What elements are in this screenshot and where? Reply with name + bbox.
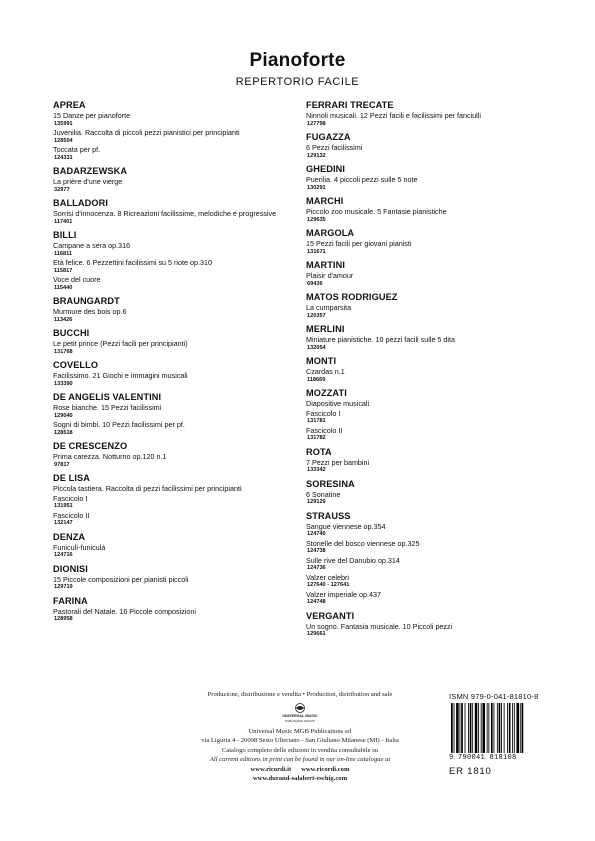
catalogue-code: 124716 — [54, 552, 73, 559]
edition-code: ER 1810 — [449, 766, 492, 777]
work-title: 15 Pezzi facili per giovani pianisti — [306, 239, 412, 248]
catalogue-code: 116811 — [54, 250, 73, 257]
catalogue-code: 131951 — [54, 503, 73, 510]
catalogue-code: 32977 — [54, 186, 70, 193]
composer-name: ROTA — [306, 446, 332, 457]
work-title: Facilissimo. 21 Giochi e immagini musicali — [53, 371, 188, 380]
work-title: Puerilia. 4 piccoli pezzi sulle 5 note — [306, 175, 418, 184]
composer-entry — [306, 131, 571, 160]
catalogue-code: 129635 — [307, 216, 326, 223]
work-title: La cumparsita — [306, 303, 352, 312]
work-title: Le petit prince (Pezzi facili per principianti) — [53, 339, 188, 348]
composer-name: MATOS RODRIGUEZ — [306, 292, 398, 302]
catalogue-code: 115817 — [54, 267, 73, 274]
catalogue-code: 127798 — [307, 120, 326, 127]
composer-entry — [306, 478, 571, 507]
catalogue-code: 129040 — [54, 412, 73, 419]
work-title: Pastorali del Natale. 16 Piccole composizioni — [53, 606, 197, 616]
composer-name: BALLADORI — [53, 198, 108, 208]
ricordi-com-link[interactable]: www.ricordi.com — [301, 765, 350, 773]
page-title: Pianoforte — [249, 50, 346, 71]
catalogue-code: 128504 — [54, 137, 73, 144]
work-title: Voce del cuore — [53, 275, 101, 284]
work-title: 7 Pezzi per bambini — [306, 457, 370, 467]
catalogue-code: 129719 — [54, 584, 73, 591]
composer-entry — [53, 327, 318, 356]
catalogue-code: 131781 — [307, 418, 326, 425]
composer-name: MARGOLA — [306, 228, 355, 238]
company-address: via Liguria 4 - 20098 Sesto Ulteriano - San Giuliano Milanese (MI) - Italia — [201, 737, 399, 744]
composer-entry — [306, 355, 571, 384]
catalogue-code: 127640 - 127641 — [307, 582, 350, 589]
composer-entry — [53, 472, 318, 528]
work-title: 15 Piccole composizioni per pianisti piccoli — [53, 574, 189, 584]
composer-name: COVELLO — [53, 360, 99, 370]
catalogue-code: 113426 — [54, 316, 73, 323]
composer-name: DE LISA — [53, 473, 90, 483]
work-title: Ninnoli musicali. 12 Pezzi facili e facilissimi per fanciulli — [306, 111, 481, 120]
composer-entry — [53, 229, 318, 292]
composer-entry — [306, 323, 571, 352]
composer-entry — [53, 99, 318, 162]
work-title: La prière d'une vierge — [53, 177, 123, 186]
page-subtitle: REPERTORIO FACILE — [235, 76, 360, 88]
catalogue-note-it: Catalogo completo delle edizioni in vendita consultabile su — [221, 746, 379, 754]
composer-name: DENZA — [53, 531, 86, 542]
work-title: Fascicolo II — [306, 425, 343, 435]
composer-entry — [53, 295, 318, 324]
composer-name: DE ANGELIS VALENTINI — [53, 392, 162, 402]
work-title: Sogni di bimbi. 10 Pezzi facilissimi per pf. — [53, 420, 185, 429]
catalogue-code: 128518 — [54, 429, 73, 436]
ismn-number: ISMN 979-0-041-81810-8 — [449, 692, 539, 701]
composer-name: BUCCHI — [53, 328, 90, 338]
composer-name: BRAUNGARDT — [53, 296, 120, 306]
work-title: Prima carezza. Notturno op.120 n.1 — [53, 452, 167, 461]
composer-entry — [53, 197, 318, 226]
work-title: Fascicolo I — [306, 408, 341, 418]
composer-name: MERLINI — [306, 324, 345, 334]
composer-name: DE CRESCENZO — [53, 441, 128, 451]
barcode-digits: 9 790041 818108 — [449, 754, 517, 762]
composer-name: SORESINA — [306, 478, 355, 489]
composer-entry — [53, 165, 318, 194]
catalogue-code: 117401 — [54, 218, 73, 225]
catalogue-code: 129132 — [307, 152, 326, 159]
composer-entry — [306, 387, 571, 443]
catalogue-code: 133390 — [54, 380, 73, 387]
composer-entry — [306, 610, 571, 639]
composer-name: BILLI — [53, 230, 77, 240]
work-title: Età felice. 6 Pezzettini facilissimi su 5 note op.310 — [53, 258, 213, 267]
durand-link[interactable]: www.durand-salabert-eschig.com — [252, 775, 348, 782]
work-title: Sulle rive del Danubio op.314 — [306, 555, 400, 565]
company-name: Universal Music MGB Publications srl — [248, 727, 352, 735]
work-title: Fascicolo I — [53, 493, 88, 503]
catalogue-code: 131671 — [307, 248, 326, 255]
composer-entry — [306, 227, 571, 256]
universal-music-logo — [270, 702, 330, 724]
work-title: Czardas n.1 — [306, 367, 345, 376]
work-title: Campane a sera op.316 — [53, 241, 131, 250]
catalogue-code: 124331 — [54, 154, 73, 161]
composer-entry — [306, 259, 571, 288]
composer-entry — [53, 563, 318, 592]
work-title: Plaisir d'amour — [306, 271, 354, 280]
work-title: Piccola tastiera. Raccolta di pezzi facilissimi per principianti — [53, 484, 242, 493]
catalogue-code: 130291 — [307, 184, 326, 191]
catalogue-code: 131768 — [54, 348, 73, 355]
work-title: Miniature pianistiche. 10 pezzi facili sulle 5 dita — [306, 335, 456, 344]
composer-entry — [306, 291, 571, 320]
composer-name: FERRARI TRECATE — [306, 100, 394, 110]
distribution-line: Produzione, distribuzione e vendita • Production, distribution and sale — [207, 691, 393, 698]
composer-entry — [306, 446, 571, 475]
catalogue-code: 69436 — [307, 280, 323, 287]
catalogue-code: 135991 — [54, 120, 73, 127]
work-title: 6 Sonatine — [306, 489, 341, 499]
catalogue-code: 132147 — [54, 520, 73, 527]
catalogue-code: 120357 — [307, 312, 326, 319]
work-title: 15 Danze per pianoforte — [53, 111, 131, 120]
work-title: Valzer imperiale op.437 — [306, 589, 381, 599]
work-title: 6 Pezzi facilissimi — [306, 143, 363, 152]
composer-entry — [53, 391, 318, 437]
composer-entry — [53, 359, 318, 388]
composer-entry — [53, 595, 318, 624]
work-title: Fascicolo II — [53, 510, 90, 520]
composer-name: MARCHI — [306, 196, 344, 206]
catalogue-code: 124738 — [307, 548, 326, 555]
composer-name: MARTINI — [306, 260, 345, 270]
composer-name: MOZZATI — [306, 388, 347, 398]
composer-entry — [53, 440, 318, 469]
composer-name: VERGANTI — [306, 610, 355, 621]
catalogue-code: 129129 — [307, 499, 326, 506]
catalogue-code: 124736 — [307, 565, 326, 572]
composer-entry — [306, 163, 571, 192]
work-title: Diapositive musicali — [306, 399, 370, 408]
composer-name: BADARZEWSKA — [53, 166, 128, 176]
svg-text:UNIVERSAL MUSIC: UNIVERSAL MUSIC — [282, 713, 318, 718]
composer-name: GHEDINI — [306, 164, 345, 174]
composer-name: DIONISI — [53, 563, 88, 574]
catalogue-code: 118669 — [307, 376, 326, 383]
work-title: Juvenilia. Raccolta di piccoli pezzi pianistici per principianti — [53, 128, 240, 137]
work-title: Sorrisi d'innocenza. 8 Ricreazioni facilissime, melodiche e progressive — [53, 209, 277, 218]
catalogue-code: 132054 — [307, 344, 326, 351]
work-title: Toccata per pf. — [53, 145, 101, 154]
catalogue-code: 124740 — [307, 531, 326, 538]
catalogue-code: 133342 — [307, 467, 326, 474]
work-title: Storielle del bosco viennese op.325 — [306, 538, 420, 548]
work-title: Funiculì-funiculà — [53, 542, 106, 552]
catalogue-note-en: All current editions in print can be found in our on-line catalogue at — [209, 756, 391, 763]
composer-entry — [306, 99, 571, 128]
catalogue-code: 128958 — [54, 616, 73, 623]
composer-name: FUGAZZA — [306, 132, 351, 142]
publisher-footer — [150, 690, 450, 784]
work-title: Valzer celebri — [306, 572, 350, 582]
catalogue-code: 131782 — [307, 435, 326, 442]
work-title: Rose bianche. 15 Pezzi facilissimi — [53, 403, 162, 412]
work-title: Un sogno. Fantasia musicale. 10 Piccoli pezzi — [306, 621, 453, 631]
composer-entry — [306, 510, 571, 607]
composer-name: MONTI — [306, 356, 337, 366]
composer-name: APREA — [53, 100, 86, 110]
catalogue-code: 115440 — [54, 284, 73, 291]
composer-name: STRAUSS — [306, 510, 351, 521]
work-title: Murmure des bois op.6 — [53, 307, 127, 316]
barcode — [449, 703, 549, 753]
composer-name: FARINA — [53, 595, 88, 606]
catalogue-code: 97817 — [54, 461, 70, 468]
catalogue-code: 124748 — [307, 599, 326, 606]
catalogue-left-column — [53, 99, 318, 627]
composer-entry — [53, 531, 318, 560]
composer-entry — [306, 195, 571, 224]
work-title: Piccolo zoo musicale. 5 Fantasie pianistiche — [306, 207, 447, 216]
catalogue-code: 129661 — [307, 631, 326, 638]
svg-text:PUBLISHING GROUP: PUBLISHING GROUP — [284, 718, 316, 723]
work-title: Sangue viennese op.354 — [306, 521, 386, 531]
catalogue-right-column — [306, 99, 571, 642]
ricordi-it-link[interactable]: www.ricordi.it — [250, 765, 292, 773]
